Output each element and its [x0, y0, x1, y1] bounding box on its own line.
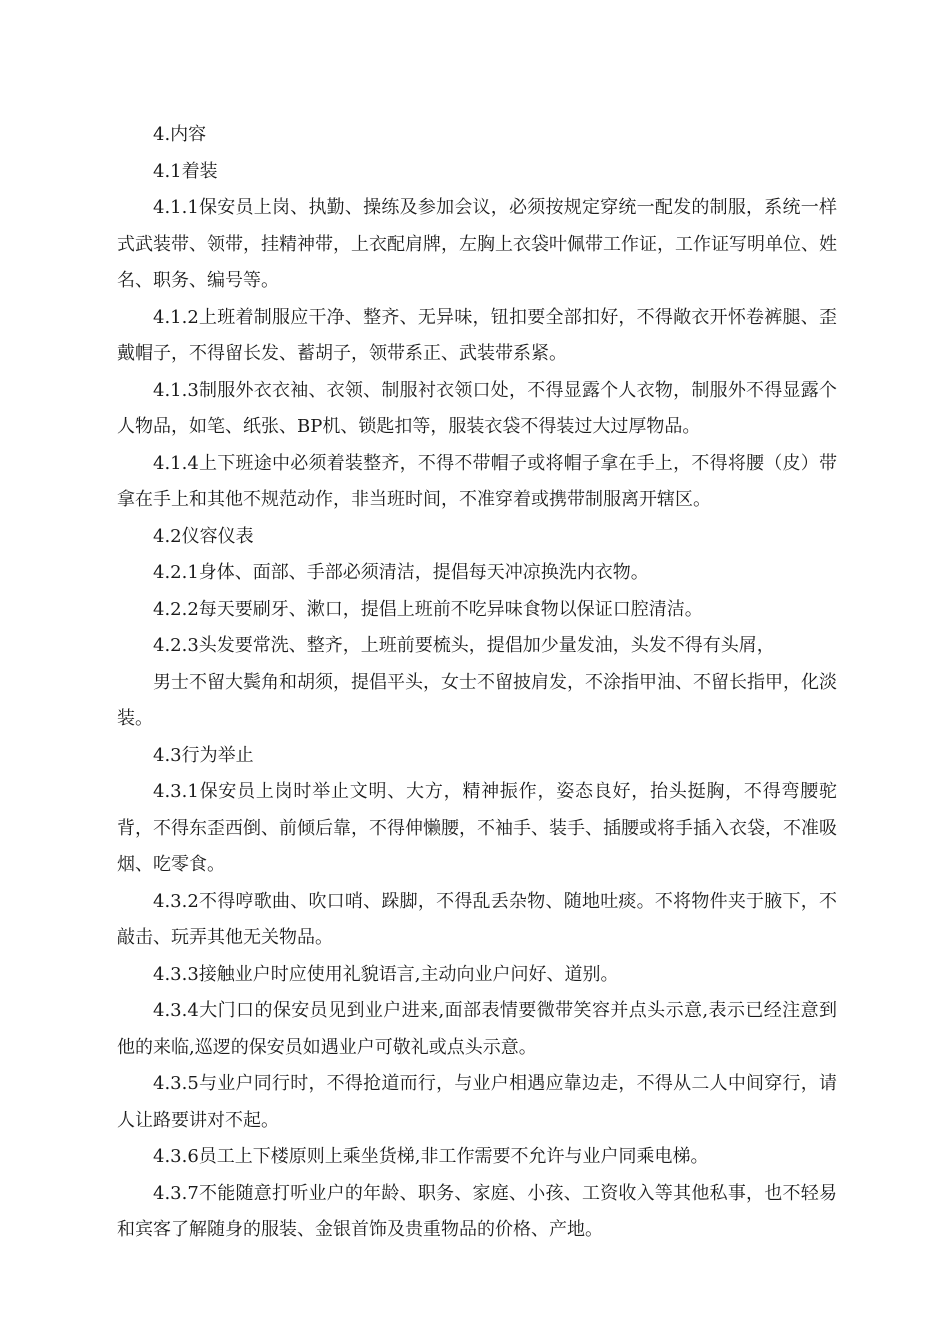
clause-paragraph: 4.3.2不得哼歌曲、吹口哨、跺脚，不得乱丢杂物、随地吐痰。不将物件夹于腋下，不敲击、玩弄其他无关物品。: [117, 890, 837, 948]
clause-paragraph: 4.3.3接触业户时应使用礼貌语言,主动向业户问好、道别。: [153, 963, 619, 985]
subsection-heading: 4.2仪容仪表: [153, 525, 254, 547]
clause-paragraph: 4.2.3头发要常洗、整齐，上班前要梳头，提倡加少量发油，头发不得有头屑，: [153, 635, 775, 656]
clause-paragraph: 4.2.2每天要刷牙、漱口，提倡上班前不吃异味食物以保证口腔清洁。: [153, 598, 703, 620]
section-heading: 4.内容: [153, 124, 207, 145]
clause-paragraph: 4.1.4上下班途中必须着装整齐，不得不带帽子或将帽子拿在手上，不得将腰（皮）带拿在手上和其他不规范动作，非当班时间，不准穿着或携带制服离开辖区。: [117, 452, 837, 510]
clause-paragraph: 4.3.5与业户同行时，不得抢道而行，与业户相遇应靠边走，不得从二人中间穿行，请人让路要讲对不起。: [117, 1073, 837, 1131]
clause-paragraph: 4.3.1保安员上岗时举止文明、大方，精神振作，姿态良好，抬头挺胸，不得弯腰驼背，不得东歪西倒、前倾后靠，不得伸懒腰，不袖手、装手、插腰或将手插入衣袋，不准吸烟、吃零食。: [117, 781, 837, 875]
clause-paragraph: 4.1.2上班着制服应干净、整齐、无异味，钮扣要全部扣好，不得敞衣开怀卷裤腿、歪戴帽子，不得留长发、蓄胡子，领带系正、武装带系紧。: [117, 306, 837, 364]
clause-paragraph: 4.3.4大门口的保安员见到业户进来,面部表情要微带笑容并点头示意,表示已经注意到他的来临,巡逻的保安员如遇业户可敬礼或点头示意。: [117, 1000, 837, 1058]
clause-paragraph: 4.1.1保安员上岗、执勤、操练及参加会议，必须按规定穿统一配发的制服，系统一样式武装带、领带，挂精神带，上衣配肩牌，左胸上衣袋叶佩带工作证，工作证写明单位、姓名、职务、编号等。: [117, 197, 837, 291]
clause-paragraph: 4.3.6员工上下楼原则上乘坐货梯,非工作需要不允许与业户同乘电梯。: [153, 1146, 709, 1167]
clause-paragraph: 男士不留大鬓角和胡须，提倡平头，女士不留披肩发，不涂指甲油、不留长指甲，化淡装。: [117, 671, 837, 729]
document-body: [117, 117, 837, 1249]
clause-paragraph: 4.3.7不能随意打听业户的年龄、职务、家庭、小孩、工资收入等其他私事，也不轻易和宾客了解随身的服装、金银首饰及贵重物品的价格、产地。: [117, 1182, 837, 1240]
subsection-heading: 4.3行为举止: [153, 744, 254, 766]
subsection-heading: 4.1着装: [153, 160, 218, 182]
clause-paragraph: 4.1.3制服外衣衣袖、衣领、制服衬衣领口处，不得显露个人衣物，制服外不得显露个人物品，如笔、纸张、BP机、锁匙扣等，服装衣袋不得装过大过厚物品。: [117, 379, 837, 437]
clause-paragraph: 4.2.1身体、面部、手部必须清洁，提倡每天冲凉换洗内衣物。: [153, 562, 649, 583]
